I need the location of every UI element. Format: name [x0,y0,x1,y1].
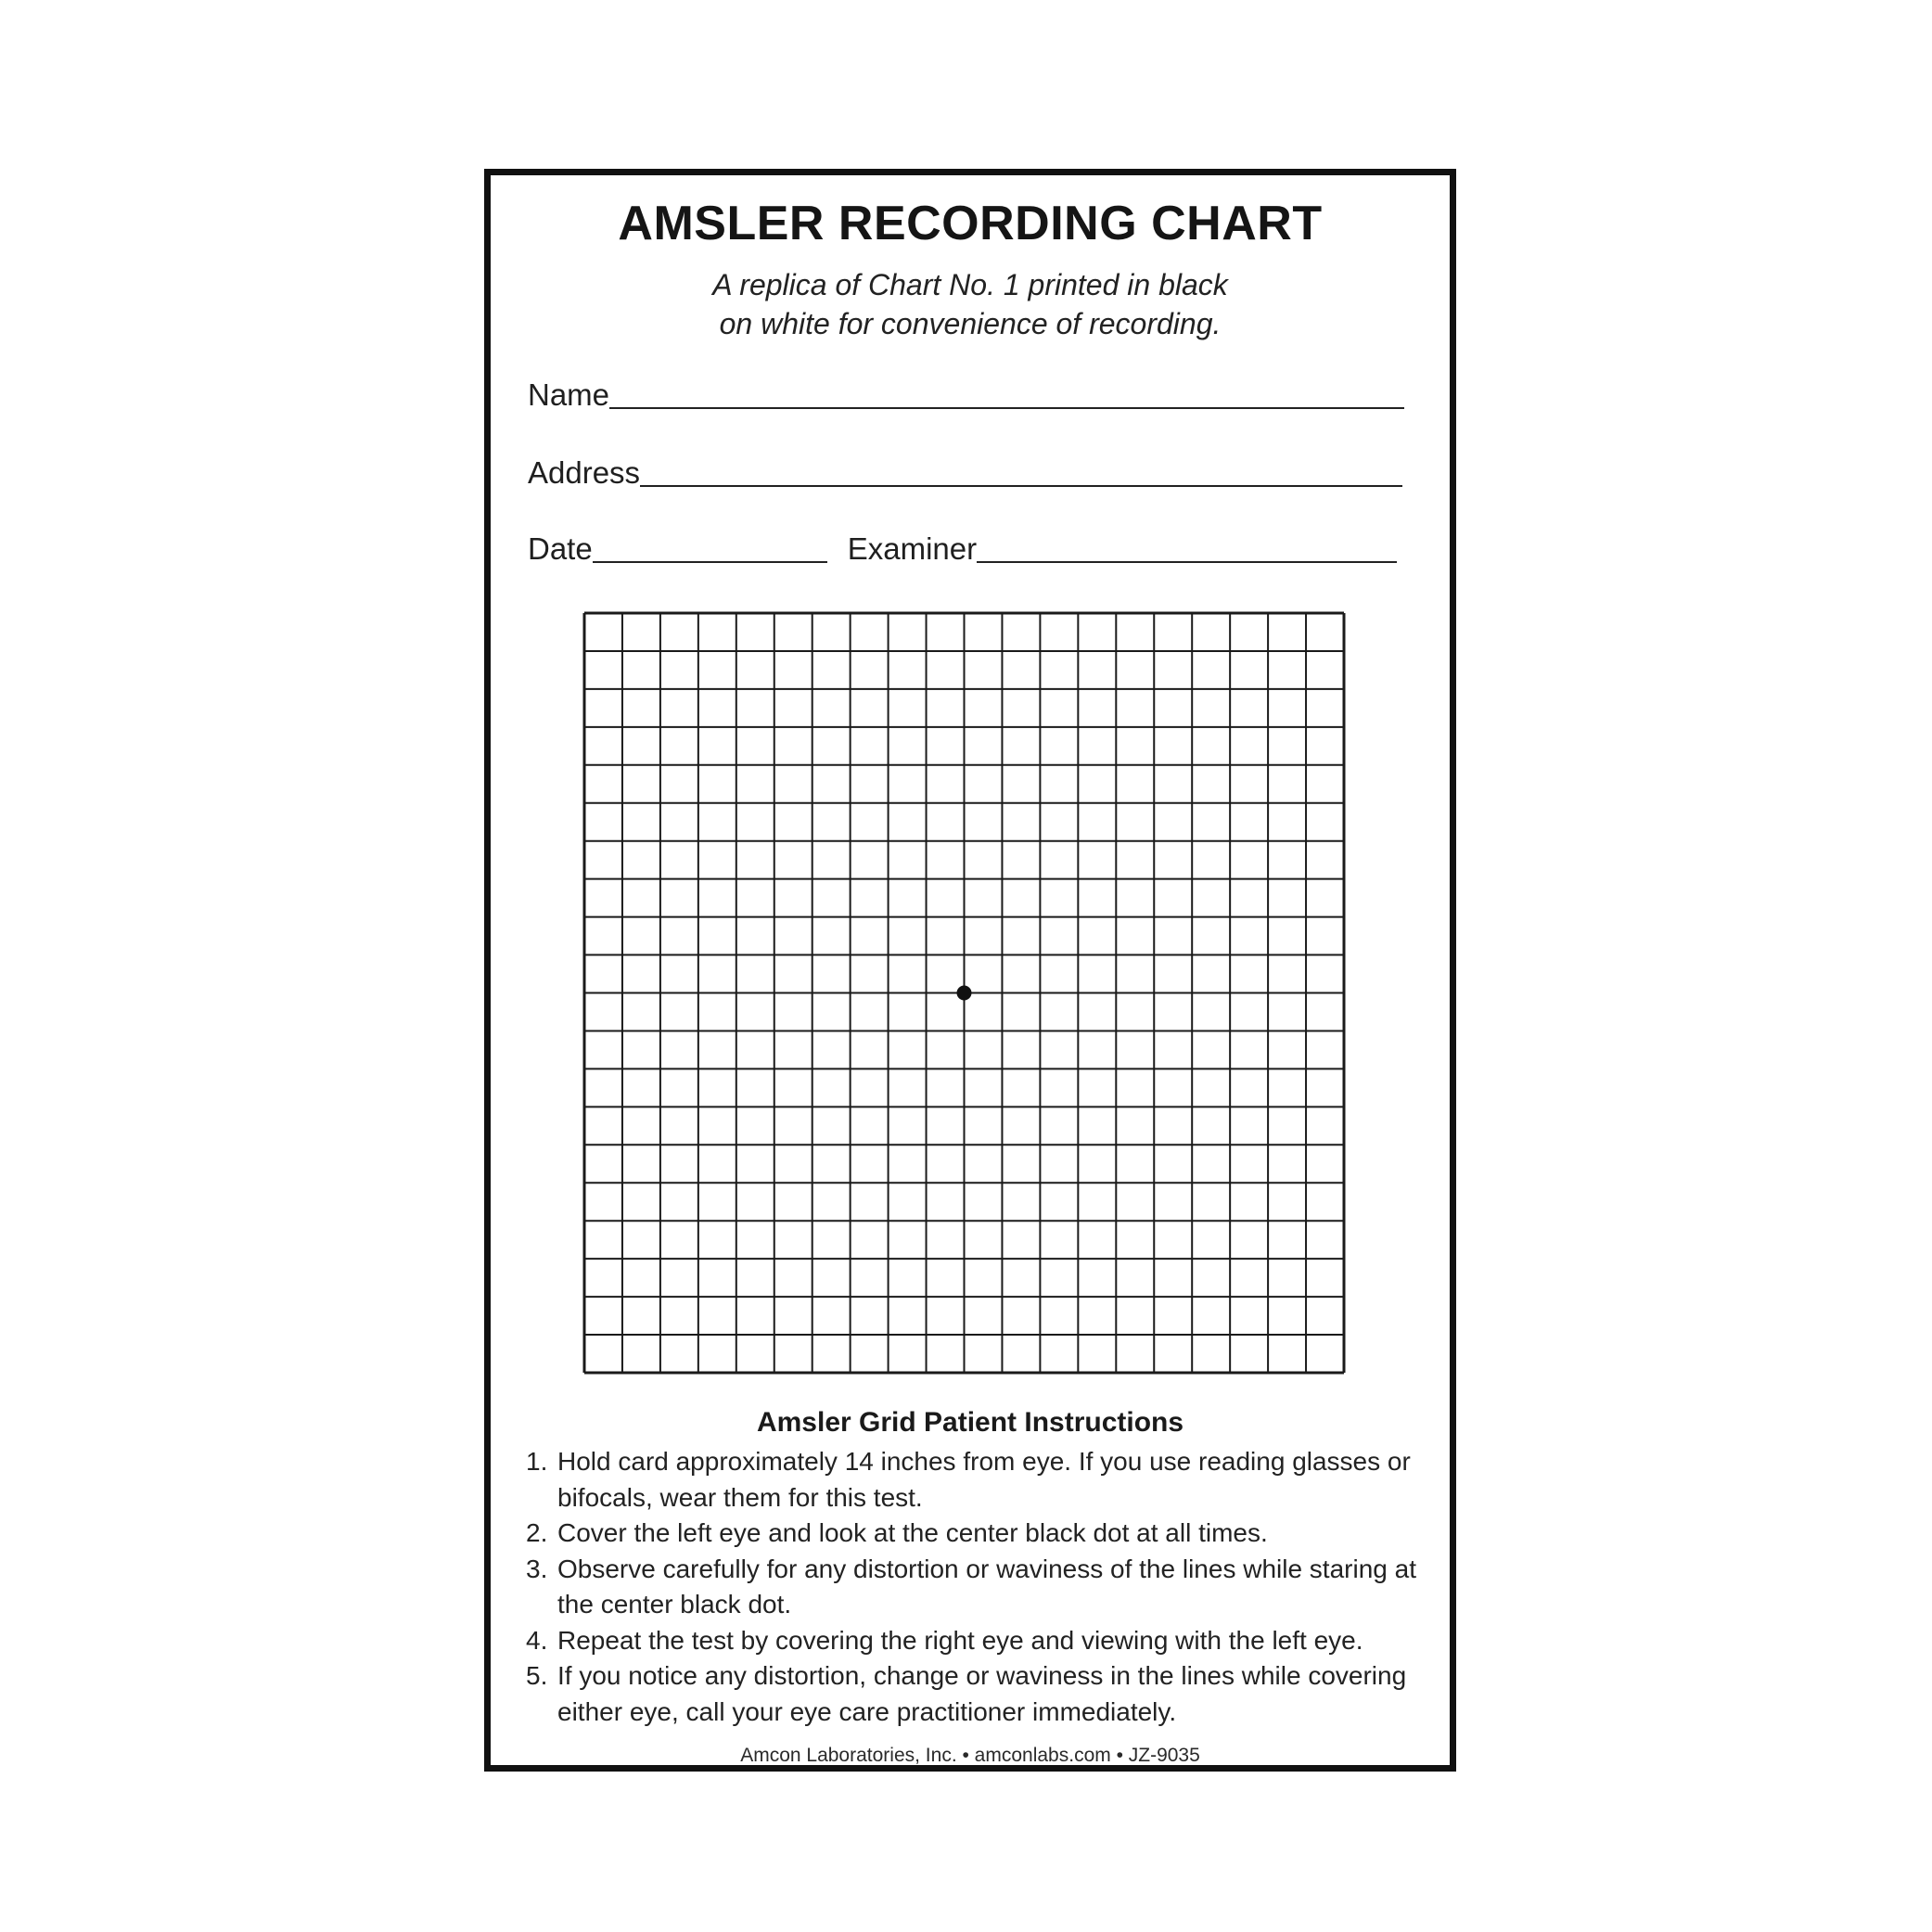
instruction-text: If you notice any distortion, change or waviness in the lines while covering either eye, call your eye care practitioner immediately. [557,1661,1407,1726]
chart-subtitle-line2: on white for convenience of recording. [719,307,1222,340]
instruction-number: 4. [526,1625,548,1655]
address-line[interactable] [640,455,1402,487]
instruction-text: Hold card approximately 14 inches from eye. If you use reading glasses or bifocals, wear them for this test. [557,1447,1411,1512]
name-label: Name [528,377,610,412]
instructions-title: Amsler Grid Patient Instructions [756,1407,1184,1438]
amsler-grid-svg [582,611,1346,1375]
footer-credit: Amcon Laboratories, Inc. • amconlabs.com • JZ-9035 [740,1745,1200,1766]
examiner-label: Examiner [847,531,978,566]
instruction-item [526,1552,1416,1623]
date-line[interactable] [593,531,827,563]
instruction-number: 5. [526,1661,548,1690]
name-line[interactable] [609,377,1404,409]
chart-title: AMSLER RECORDING CHART [618,197,1323,250]
instruction-number: 3. [526,1554,548,1583]
chart-subtitle-line1: A replica of Chart No. 1 printed in black [712,268,1228,301]
instruction-item [526,1444,1416,1516]
instruction-item [526,1623,1416,1659]
instruction-item [526,1516,1416,1552]
center-dot [957,986,972,1001]
examiner-line[interactable] [977,531,1397,563]
instruction-text: Observe carefully for any distortion or waviness of the lines while staring at the center black dot. [557,1554,1416,1619]
instruction-item [526,1658,1416,1730]
instruction-number: 1. [526,1447,548,1476]
date-examiner-row [528,531,1397,567]
date-label: Date [528,531,593,566]
amsler-card [484,169,1456,1772]
instruction-text: Cover the left eye and look at the center black dot at all times. [557,1518,1268,1547]
instructions-list [526,1444,1416,1730]
address-field-row [528,455,1402,491]
address-label: Address [528,455,641,490]
amsler-grid [582,611,1346,1375]
instruction-number: 2. [526,1518,548,1547]
name-field-row [528,377,1404,413]
instruction-text: Repeat the test by covering the right eye and viewing with the left eye. [557,1625,1363,1655]
